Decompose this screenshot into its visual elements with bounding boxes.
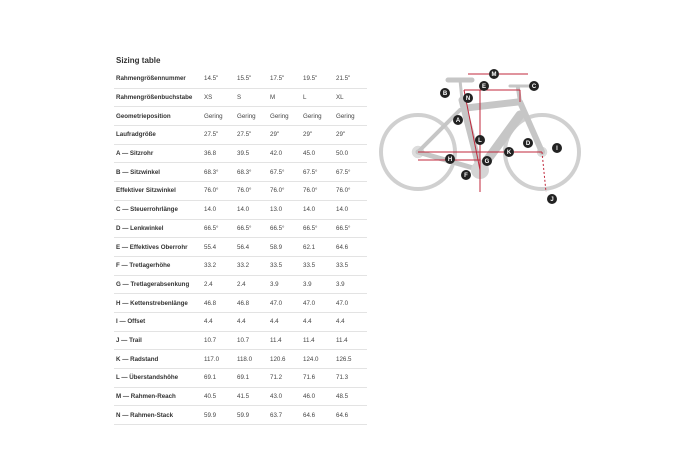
row-value: 21.5"	[334, 70, 367, 88]
row-value: Gering	[202, 107, 235, 126]
row-label: N — Rahmen-Stack	[114, 406, 202, 425]
row-label: C — Steuerrohrlänge	[114, 200, 202, 219]
svg-text:A: A	[455, 118, 461, 124]
row-value: 3.9	[334, 275, 367, 294]
row-value: 43.0	[268, 387, 301, 406]
row-value: 3.9	[268, 275, 301, 294]
row-value: 15.5"	[235, 70, 268, 88]
row-value: 45.0	[301, 144, 334, 163]
row-value: 71.3	[334, 369, 367, 388]
row-value: 55.4	[202, 238, 235, 257]
row-value: 46.8	[235, 294, 268, 313]
row-value: 120.6	[268, 350, 301, 369]
bike-geometry-diagram	[370, 60, 590, 210]
marker-n	[463, 93, 473, 103]
table-row	[114, 107, 367, 126]
sizing-table-title: Sizing table	[116, 56, 161, 65]
row-value: 117.0	[202, 350, 235, 369]
row-value: 3.9	[301, 275, 334, 294]
row-value: 27.5"	[202, 126, 235, 145]
table-row	[114, 219, 367, 238]
row-label: Laufradgröße	[114, 126, 202, 145]
row-value: 69.1	[235, 369, 268, 388]
row-value: 29"	[334, 126, 367, 145]
svg-text:C: C	[531, 84, 537, 90]
table-row	[114, 182, 367, 201]
svg-text:H: H	[447, 157, 453, 163]
svg-text:I: I	[556, 146, 558, 152]
row-value: 11.4	[334, 331, 367, 350]
row-value: 10.7	[202, 331, 235, 350]
row-value: 13.0	[268, 200, 301, 219]
row-label: A — Sitzrohr	[114, 144, 202, 163]
row-value: 63.7	[268, 406, 301, 425]
marker-a	[453, 115, 463, 125]
row-value: 11.4	[301, 331, 334, 350]
row-value: 33.5	[268, 256, 301, 275]
row-value: 48.5	[334, 387, 367, 406]
svg-text:J: J	[550, 197, 554, 203]
row-value: 33.2	[235, 256, 268, 275]
row-value: 66.5°	[334, 219, 367, 238]
sizing-table	[114, 70, 367, 425]
row-value: 64.6	[334, 238, 367, 257]
table-row	[114, 350, 367, 369]
row-value: 67.5°	[301, 163, 334, 182]
row-value: 76.0°	[235, 182, 268, 201]
row-value: 66.5°	[202, 219, 235, 238]
row-value: 2.4	[202, 275, 235, 294]
row-label: G — Tretlagerabsenkung	[114, 275, 202, 294]
row-label: M — Rahmen-Reach	[114, 387, 202, 406]
row-value: 4.4	[334, 312, 367, 331]
row-label: K — Radstand	[114, 350, 202, 369]
row-label: D — Lenkwinkel	[114, 219, 202, 238]
row-value: 2.4	[235, 275, 268, 294]
svg-text:N: N	[465, 96, 471, 102]
row-label: Geometrieposition	[114, 107, 202, 126]
marker-j	[547, 194, 557, 204]
row-value: 66.5°	[235, 219, 268, 238]
row-value: 14.5"	[202, 70, 235, 88]
row-value: 71.6	[301, 369, 334, 388]
row-value: 59.9	[235, 406, 268, 425]
marker-c	[529, 81, 539, 91]
row-value: 66.5°	[268, 219, 301, 238]
table-row	[114, 331, 367, 350]
svg-text:G: G	[484, 159, 490, 165]
row-value: 66.5°	[301, 219, 334, 238]
row-value: 68.3°	[202, 163, 235, 182]
svg-text:M: M	[491, 72, 497, 78]
marker-m	[489, 69, 499, 79]
row-value: 64.6	[301, 406, 334, 425]
table-row	[114, 312, 367, 331]
row-value: L	[301, 88, 334, 107]
table-row	[114, 256, 367, 275]
row-value: S	[235, 88, 268, 107]
row-value: Gering	[235, 107, 268, 126]
row-label: B — Sitzwinkel	[114, 163, 202, 182]
row-label: F — Tretlagerhöhe	[114, 256, 202, 275]
row-value: 33.2	[202, 256, 235, 275]
table-row	[114, 144, 367, 163]
row-value: 126.5	[334, 350, 367, 369]
row-value: 62.1	[301, 238, 334, 257]
table-row	[114, 238, 367, 257]
row-value: 14.0	[202, 200, 235, 219]
row-value: 4.4	[301, 312, 334, 331]
row-value: 68.3°	[235, 163, 268, 182]
row-value: Gering	[301, 107, 334, 126]
row-label: Rahmengrößenbuchstabe	[114, 88, 202, 107]
row-value: 76.0°	[301, 182, 334, 201]
row-value: 19.5"	[301, 70, 334, 88]
row-value: 67.5°	[334, 163, 367, 182]
row-value: 33.5	[301, 256, 334, 275]
row-label: L — Überstandshöhe	[114, 369, 202, 388]
row-value: 56.4	[235, 238, 268, 257]
row-value: 17.5"	[268, 70, 301, 88]
row-value: 46.0	[301, 387, 334, 406]
row-value: 4.4	[202, 312, 235, 331]
svg-text:D: D	[525, 141, 531, 147]
row-value: 11.4	[268, 331, 301, 350]
row-value: M	[268, 88, 301, 107]
row-label: Rahmengrößennummer	[114, 70, 202, 88]
row-value: 71.2	[268, 369, 301, 388]
row-value: 4.4	[268, 312, 301, 331]
table-row	[114, 126, 367, 145]
row-value: XS	[202, 88, 235, 107]
row-value: 76.0°	[268, 182, 301, 201]
row-value: 76.0°	[202, 182, 235, 201]
marker-b	[440, 88, 450, 98]
row-value: 14.0	[334, 200, 367, 219]
row-value: 118.0	[235, 350, 268, 369]
row-value: 29"	[301, 126, 334, 145]
marker-k	[504, 147, 514, 157]
table-row	[114, 275, 367, 294]
row-value: Gering	[268, 107, 301, 126]
table-row	[114, 406, 367, 425]
row-value: 50.0	[334, 144, 367, 163]
row-value: 47.0	[334, 294, 367, 313]
marker-d	[523, 138, 533, 148]
table-row	[114, 200, 367, 219]
svg-text:F: F	[464, 173, 468, 179]
row-label: H — Kettenstrebenlänge	[114, 294, 202, 313]
row-value: 76.0°	[334, 182, 367, 201]
row-value: 29"	[268, 126, 301, 145]
marker-f	[461, 170, 471, 180]
row-value: 47.0	[301, 294, 334, 313]
row-value: 46.8	[202, 294, 235, 313]
row-label: E — Effektives Oberrohr	[114, 238, 202, 257]
row-value: 41.5	[235, 387, 268, 406]
svg-text:L: L	[478, 138, 482, 144]
marker-l	[475, 135, 485, 145]
row-label: J — Trail	[114, 331, 202, 350]
row-value: 59.9	[202, 406, 235, 425]
row-value: XL	[334, 88, 367, 107]
table-row	[114, 294, 367, 313]
marker-g	[482, 156, 492, 166]
table-row	[114, 369, 367, 388]
row-label: I — Offset	[114, 312, 202, 331]
row-value: 14.0	[301, 200, 334, 219]
row-value: 47.0	[268, 294, 301, 313]
table-row	[114, 70, 367, 88]
row-value: 39.5	[235, 144, 268, 163]
row-value: 4.4	[235, 312, 268, 331]
row-value: 36.8	[202, 144, 235, 163]
svg-text:K: K	[506, 150, 512, 156]
row-value: Gering	[334, 107, 367, 126]
row-label: Effektiver Sitzwinkel	[114, 182, 202, 201]
table-row	[114, 88, 367, 107]
marker-i	[552, 143, 562, 153]
row-value: 64.6	[334, 406, 367, 425]
row-value: 42.0	[268, 144, 301, 163]
row-value: 14.0	[235, 200, 268, 219]
marker-h	[445, 154, 455, 164]
row-value: 58.9	[268, 238, 301, 257]
row-value: 124.0	[301, 350, 334, 369]
table-row	[114, 387, 367, 406]
table-row	[114, 163, 367, 182]
row-value: 69.1	[202, 369, 235, 388]
row-value: 10.7	[235, 331, 268, 350]
row-value: 33.5	[334, 256, 367, 275]
row-value: 27.5"	[235, 126, 268, 145]
svg-text:E: E	[481, 84, 487, 90]
marker-e	[479, 81, 489, 91]
svg-text:B: B	[442, 91, 448, 97]
row-value: 40.5	[202, 387, 235, 406]
row-value: 67.5°	[268, 163, 301, 182]
